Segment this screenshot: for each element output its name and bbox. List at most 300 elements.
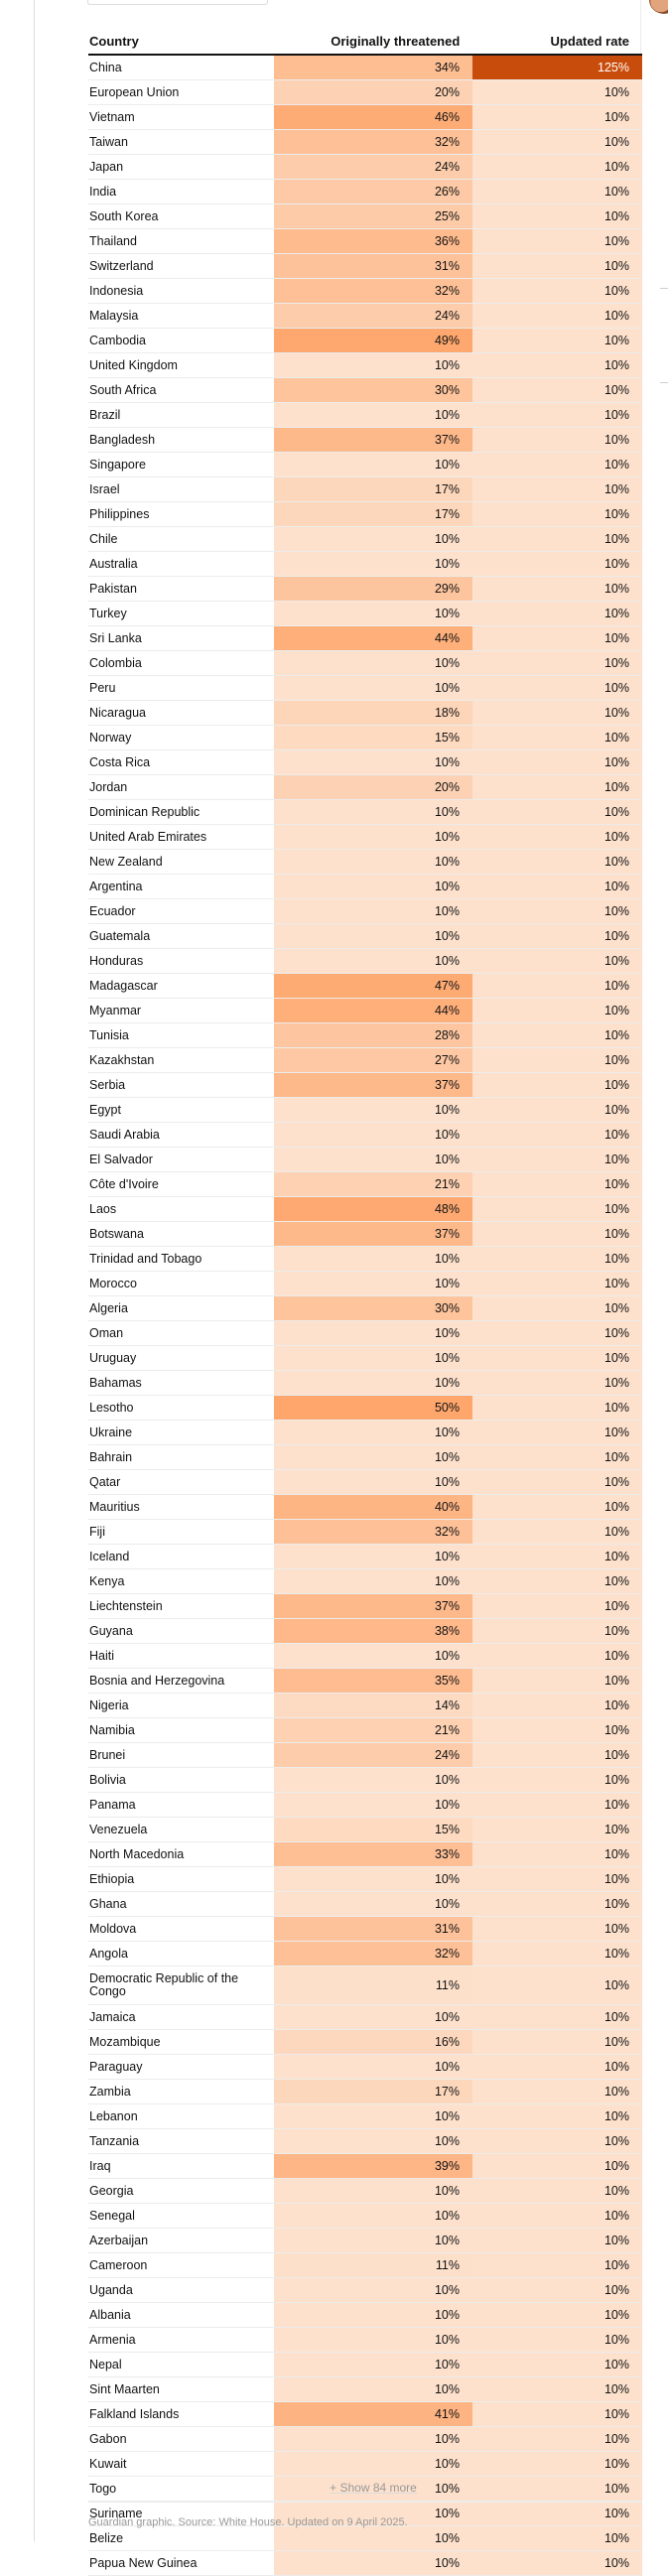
- updated-rate-cell: 125%: [472, 56, 642, 79]
- table-row: [88, 1942, 642, 1966]
- country-cell: Egypt: [89, 1102, 121, 1117]
- updated-rate-cell: 10%: [472, 1396, 642, 1420]
- original-rate-cell: 32%: [274, 1520, 472, 1544]
- original-rate-cell: 15%: [274, 726, 472, 749]
- original-rate-cell: 10%: [274, 825, 472, 849]
- country-cell: Democratic Republic of the Congo: [89, 1971, 239, 1998]
- country-cell: Myanmar: [89, 1003, 142, 1017]
- country-cell: United Kingdom: [89, 357, 178, 372]
- updated-rate-cell: 10%: [472, 477, 642, 501]
- table-row: [88, 2005, 642, 2030]
- updated-rate-cell: 10%: [472, 1768, 642, 1792]
- original-rate-cell: 38%: [274, 1619, 472, 1643]
- original-rate-cell: 33%: [274, 1842, 472, 1866]
- updated-rate-cell: 10%: [472, 1917, 642, 1941]
- updated-rate-cell: 10%: [472, 2129, 642, 2153]
- table-row: [88, 1842, 642, 1867]
- original-rate-cell: 10%: [274, 1867, 472, 1891]
- country-cell: North Macedonia: [89, 1846, 185, 1861]
- country-cell: Algeria: [89, 1300, 128, 1315]
- country-cell: South Korea: [89, 208, 159, 223]
- updated-rate-cell: 10%: [472, 1793, 642, 1817]
- updated-rate-cell: 10%: [472, 651, 642, 675]
- updated-rate-cell: 10%: [472, 1123, 642, 1147]
- country-cell: Falkland Islands: [89, 2406, 180, 2421]
- original-rate-cell: 10%: [274, 750, 472, 774]
- table-row: [88, 1917, 642, 1942]
- table-row: [88, 2104, 642, 2129]
- country-cell: Dominican Republic: [89, 804, 200, 819]
- table-row: [88, 1296, 642, 1321]
- column-header-updated[interactable]: Updated rate: [550, 33, 630, 49]
- original-rate-cell: 10%: [274, 1346, 472, 1370]
- updated-rate-cell: 10%: [472, 2055, 642, 2079]
- country-cell: Turkey: [89, 606, 127, 620]
- updated-rate-cell: 10%: [472, 1247, 642, 1271]
- original-rate-cell: 32%: [274, 1942, 472, 1966]
- table-row: [88, 1966, 642, 2005]
- country-cell: Brazil: [89, 407, 121, 422]
- original-rate-cell: 40%: [274, 1495, 472, 1519]
- original-rate-cell: 29%: [274, 577, 472, 601]
- country-cell: Bahamas: [89, 1375, 142, 1390]
- table-row: [88, 428, 642, 453]
- updated-rate-cell: 10%: [472, 2080, 642, 2103]
- country-cell: Angola: [89, 1946, 128, 1961]
- table-row: [88, 1793, 642, 1818]
- country-cell: Vietnam: [89, 109, 135, 124]
- updated-rate-cell: 10%: [472, 2179, 642, 2203]
- original-rate-cell: 10%: [274, 453, 472, 476]
- country-cell: Iraq: [89, 2158, 111, 2173]
- table-row: [88, 1123, 642, 1148]
- country-cell: Morocco: [89, 1276, 137, 1290]
- table-row: [88, 2154, 642, 2179]
- country-cell: Nicaragua: [89, 705, 146, 720]
- avatar: [649, 0, 668, 14]
- country-cell: Guatemala: [89, 928, 151, 943]
- original-rate-cell: 10%: [274, 651, 472, 675]
- original-rate-cell: 41%: [274, 2402, 472, 2426]
- country-cell: Namibia: [89, 1722, 135, 1737]
- original-rate-cell: 31%: [274, 1917, 472, 1941]
- original-rate-cell: 10%: [274, 2179, 472, 2203]
- original-rate-cell: 16%: [274, 2030, 472, 2054]
- original-rate-cell: 20%: [274, 80, 472, 104]
- updated-rate-cell: 10%: [472, 1669, 642, 1693]
- source-note: Guardian graphic. Source: White House. Updated on 9 April 2025.: [88, 2516, 408, 2528]
- updated-rate-cell: 10%: [472, 552, 642, 576]
- table-row: [88, 1594, 642, 1619]
- column-header-original[interactable]: Originally threatened: [331, 33, 461, 49]
- original-rate-cell: 11%: [274, 1966, 472, 2004]
- updated-rate-cell: 10%: [472, 353, 642, 377]
- country-cell: Senegal: [89, 2208, 135, 2223]
- original-rate-cell: 24%: [274, 155, 472, 179]
- country-cell: Taiwan: [89, 134, 128, 149]
- updated-rate-cell: 10%: [472, 2303, 642, 2327]
- country-cell: Ecuador: [89, 903, 136, 918]
- updated-rate-cell: 10%: [472, 1818, 642, 1841]
- table-row: [88, 1197, 642, 1222]
- table-row: [88, 1421, 642, 1445]
- original-rate-cell: 10%: [274, 1545, 472, 1568]
- original-rate-cell: 10%: [274, 1892, 472, 1916]
- table-row: [88, 80, 642, 105]
- updated-rate-cell: 10%: [472, 602, 642, 625]
- original-rate-cell: 28%: [274, 1023, 472, 1047]
- original-rate-cell: 37%: [274, 428, 472, 452]
- updated-rate-cell: 10%: [472, 750, 642, 774]
- table-row: [88, 502, 642, 527]
- updated-rate-cell: 10%: [472, 1694, 642, 1717]
- table-row: [88, 1247, 642, 1272]
- updated-rate-cell: 10%: [472, 2353, 642, 2376]
- table-row: [88, 2353, 642, 2377]
- original-rate-cell: 17%: [274, 477, 472, 501]
- original-rate-cell: 48%: [274, 1197, 472, 1221]
- country-cell: Côte d'Ivoire: [89, 1176, 159, 1191]
- updated-rate-cell: 10%: [472, 1048, 642, 1072]
- updated-rate-cell: 10%: [472, 2104, 642, 2128]
- updated-rate-cell: 10%: [472, 1148, 642, 1171]
- country-cell: Ukraine: [89, 1424, 133, 1439]
- original-rate-cell: 10%: [274, 2502, 472, 2525]
- original-rate-cell: 10%: [274, 1445, 472, 1469]
- updated-rate-cell: 10%: [472, 1172, 642, 1196]
- updated-rate-cell: 10%: [472, 80, 642, 104]
- table-row: [88, 130, 642, 155]
- country-cell: Tanzania: [89, 2133, 140, 2148]
- table-row: [88, 2278, 642, 2303]
- country-cell: Pakistan: [89, 581, 137, 596]
- original-rate-cell: 10%: [274, 1247, 472, 1271]
- table-row: [88, 1694, 642, 1718]
- table-row: [88, 2402, 642, 2427]
- country-cell: Georgia: [89, 2183, 134, 2198]
- table-row: [88, 378, 642, 403]
- updated-rate-cell: 10%: [472, 974, 642, 998]
- original-rate-cell: 36%: [274, 229, 472, 253]
- country-cell: Singapore: [89, 457, 146, 472]
- original-rate-cell: 10%: [274, 875, 472, 898]
- table-row: [88, 1768, 642, 1793]
- original-rate-cell: 10%: [274, 1098, 472, 1122]
- country-cell: Suriname: [89, 2506, 143, 2520]
- table-row: [88, 651, 642, 676]
- country-cell: Thailand: [89, 233, 137, 248]
- original-rate-cell: 14%: [274, 1694, 472, 1717]
- column-header-country[interactable]: Country: [89, 33, 139, 49]
- updated-rate-cell: 10%: [472, 2551, 642, 2575]
- original-rate-cell: 32%: [274, 279, 472, 303]
- original-rate-cell: 10%: [274, 527, 472, 551]
- updated-rate-cell: 10%: [472, 875, 642, 898]
- table-row: [88, 1321, 642, 1346]
- country-cell: Jamaica: [89, 2009, 136, 2024]
- table-row: [88, 2080, 642, 2104]
- updated-rate-cell: 10%: [472, 403, 642, 427]
- table-row: [88, 279, 642, 304]
- updated-rate-cell: 10%: [472, 1520, 642, 1544]
- table-row: [88, 477, 642, 502]
- original-rate-cell: 20%: [274, 775, 472, 799]
- table-row: [88, 1023, 642, 1048]
- country-cell: Colombia: [89, 655, 142, 670]
- original-rate-cell: 10%: [274, 1768, 472, 1792]
- country-cell: Mozambique: [89, 2034, 161, 2049]
- table-row: [88, 1371, 642, 1396]
- country-cell: Guyana: [89, 1623, 133, 1638]
- original-rate-cell: 10%: [274, 1421, 472, 1444]
- updated-rate-cell: 10%: [472, 949, 642, 973]
- country-cell: Kazakhstan: [89, 1052, 155, 1067]
- table-row: [88, 1272, 642, 1296]
- updated-rate-cell: 10%: [472, 1867, 642, 1891]
- show-more: [274, 2481, 472, 2495]
- updated-rate-cell: 10%: [472, 1842, 642, 1866]
- original-rate-cell: 10%: [274, 602, 472, 625]
- table-row: [88, 1569, 642, 1594]
- country-cell: Kuwait: [89, 2456, 127, 2471]
- country-cell: Australia: [89, 556, 138, 571]
- country-cell: Panama: [89, 1797, 136, 1812]
- table-row: [88, 1172, 642, 1197]
- table-row: [88, 2377, 642, 2402]
- tariff-table: [88, 28, 642, 2576]
- country-cell: Costa Rica: [89, 754, 151, 769]
- country-cell: Madagascar: [89, 978, 158, 993]
- updated-rate-cell: 10%: [472, 825, 642, 849]
- original-rate-cell: 10%: [274, 800, 472, 824]
- country-cell: Lesotho: [89, 1400, 134, 1415]
- country-cell: Venezuela: [89, 1822, 148, 1836]
- footer-divider: [88, 2502, 642, 2503]
- updated-rate-cell: 10%: [472, 1470, 642, 1494]
- country-cell: Tunisia: [89, 1027, 129, 1042]
- table-row: [88, 750, 642, 775]
- show-more-button[interactable]: + Show 84 more: [330, 2481, 417, 2495]
- table-row: [88, 1743, 642, 1768]
- table-row: [88, 229, 642, 254]
- updated-rate-cell: 10%: [472, 2526, 642, 2550]
- country-cell: Albania: [89, 2307, 131, 2322]
- original-rate-cell: 37%: [274, 1073, 472, 1097]
- table-row: [88, 949, 642, 974]
- table-body: [88, 56, 642, 2576]
- table-row: [88, 329, 642, 353]
- table-row: [88, 180, 642, 204]
- table-row: [88, 353, 642, 378]
- country-cell: Ghana: [89, 1896, 127, 1911]
- original-rate-cell: 10%: [274, 1793, 472, 1817]
- table-row: [88, 1669, 642, 1694]
- country-cell: Botswana: [89, 1226, 144, 1241]
- updated-rate-cell: 10%: [472, 304, 642, 328]
- table-row: [88, 850, 642, 875]
- table-row: [88, 1098, 642, 1123]
- updated-rate-cell: 10%: [472, 329, 642, 352]
- updated-rate-cell: 10%: [472, 1619, 642, 1643]
- original-rate-cell: 10%: [274, 1123, 472, 1147]
- updated-rate-cell: 10%: [472, 1942, 642, 1966]
- table-row: [88, 1048, 642, 1073]
- country-cell: Lebanon: [89, 2108, 138, 2123]
- country-cell: Serbia: [89, 1077, 126, 1092]
- search-input[interactable]: [87, 0, 268, 5]
- updated-rate-cell: 10%: [472, 1421, 642, 1444]
- original-rate-cell: 10%: [274, 1272, 472, 1295]
- table-row: [88, 304, 642, 329]
- table-row: [88, 701, 642, 726]
- left-divider: [34, 0, 35, 2541]
- country-cell: Mauritius: [89, 1499, 140, 1514]
- table-row: [88, 453, 642, 477]
- country-cell: Trinidad and Tobago: [89, 1251, 202, 1266]
- country-cell: Armenia: [89, 2332, 136, 2347]
- updated-rate-cell: 10%: [472, 2005, 642, 2029]
- updated-rate-cell: 10%: [472, 1445, 642, 1469]
- updated-rate-cell: 10%: [472, 130, 642, 154]
- country-cell: Liechtenstein: [89, 1598, 163, 1613]
- country-cell: Kenya: [89, 1573, 125, 1588]
- original-rate-cell: 32%: [274, 130, 472, 154]
- original-rate-cell: 44%: [274, 999, 472, 1022]
- updated-rate-cell: 10%: [472, 2452, 642, 2476]
- table-row: [88, 2204, 642, 2229]
- original-rate-cell: 24%: [274, 1743, 472, 1767]
- original-rate-cell: 37%: [274, 1594, 472, 1618]
- country-cell: Laos: [89, 1201, 117, 1216]
- country-cell: Norway: [89, 730, 132, 745]
- table-row: [88, 2526, 642, 2551]
- country-cell: India: [89, 184, 117, 199]
- table-row: [88, 924, 642, 949]
- table-row: [88, 999, 642, 1023]
- updated-rate-cell: 10%: [472, 1495, 642, 1519]
- original-rate-cell: 10%: [274, 2204, 472, 2228]
- country-cell: Sint Maarten: [89, 2381, 160, 2396]
- table-row: [88, 56, 642, 80]
- table-row: [88, 527, 642, 552]
- original-rate-cell: 21%: [274, 1172, 472, 1196]
- country-cell: New Zealand: [89, 854, 163, 869]
- updated-rate-cell: 10%: [472, 1321, 642, 1345]
- original-rate-cell: 10%: [274, 2452, 472, 2476]
- country-cell: Nigeria: [89, 1697, 129, 1712]
- country-cell: Cameroon: [89, 2257, 148, 2272]
- country-cell: Nepal: [89, 2357, 122, 2372]
- caret-icon: [94, 0, 98, 1]
- updated-rate-cell: 10%: [472, 850, 642, 874]
- updated-rate-cell: 10%: [472, 1569, 642, 1593]
- country-cell: South Africa: [89, 382, 157, 397]
- table-row: [88, 626, 642, 651]
- table-row: [88, 1470, 642, 1495]
- country-cell: Brunei: [89, 1747, 126, 1762]
- updated-rate-cell: 10%: [472, 1272, 642, 1295]
- country-cell: Oman: [89, 1325, 124, 1340]
- updated-rate-cell: 10%: [472, 924, 642, 948]
- original-rate-cell: 10%: [274, 552, 472, 576]
- country-cell: Qatar: [89, 1474, 121, 1489]
- table-row: [88, 974, 642, 999]
- table-row: [88, 726, 642, 750]
- table-row: [88, 105, 642, 130]
- original-rate-cell: 30%: [274, 378, 472, 402]
- table-row: [88, 800, 642, 825]
- original-rate-cell: 37%: [274, 1222, 472, 1246]
- original-rate-cell: 10%: [274, 2104, 472, 2128]
- original-rate-cell: 10%: [274, 2303, 472, 2327]
- country-cell: Switzerland: [89, 258, 154, 273]
- updated-rate-cell: 10%: [472, 2229, 642, 2252]
- original-rate-cell: 15%: [274, 1818, 472, 1841]
- updated-rate-cell: 10%: [472, 800, 642, 824]
- updated-rate-cell: 10%: [472, 2278, 642, 2302]
- original-rate-cell: 10%: [274, 353, 472, 377]
- original-rate-cell: 10%: [274, 899, 472, 923]
- updated-rate-cell: 10%: [472, 279, 642, 303]
- original-rate-cell: 10%: [274, 2229, 472, 2252]
- table-row: [88, 1545, 642, 1569]
- table-row: [88, 2253, 642, 2278]
- country-cell: Uganda: [89, 2282, 133, 2297]
- table-row: [88, 1396, 642, 1421]
- table-row: [88, 155, 642, 180]
- updated-rate-cell: 10%: [472, 899, 642, 923]
- country-cell: Bosnia and Herzegovina: [89, 1673, 225, 1688]
- original-rate-cell: 10%: [274, 2551, 472, 2575]
- original-rate-cell: 34%: [274, 56, 472, 79]
- original-rate-cell: 17%: [274, 2080, 472, 2103]
- table-row: [88, 899, 642, 924]
- table-row: [88, 1619, 642, 1644]
- country-cell: Saudi Arabia: [89, 1127, 160, 1142]
- country-cell: Iceland: [89, 1549, 130, 1563]
- country-cell: Indonesia: [89, 283, 144, 298]
- original-rate-cell: 10%: [274, 2526, 472, 2550]
- original-rate-cell: 10%: [274, 676, 472, 700]
- table-row: [88, 775, 642, 800]
- country-cell: Ethiopia: [89, 1871, 135, 1886]
- country-cell: Philippines: [89, 506, 150, 521]
- original-rate-cell: 24%: [274, 304, 472, 328]
- original-rate-cell: 10%: [274, 1148, 472, 1171]
- updated-rate-cell: 10%: [472, 1594, 642, 1618]
- original-rate-cell: 10%: [274, 403, 472, 427]
- country-cell: Fiji: [89, 1524, 105, 1539]
- country-cell: Togo: [89, 2481, 117, 2496]
- original-rate-cell: 10%: [274, 850, 472, 874]
- updated-rate-cell: 10%: [472, 626, 642, 650]
- updated-rate-cell: 10%: [472, 1545, 642, 1568]
- updated-rate-cell: 10%: [472, 1296, 642, 1320]
- country-cell: Gabon: [89, 2431, 127, 2446]
- original-rate-cell: 10%: [274, 2477, 472, 2501]
- country-cell: Azerbaijan: [89, 2233, 149, 2247]
- country-cell: Bangladesh: [89, 432, 156, 447]
- table-row: [88, 1346, 642, 1371]
- updated-rate-cell: 10%: [472, 1098, 642, 1122]
- original-rate-cell: 50%: [274, 1396, 472, 1420]
- original-rate-cell: 46%: [274, 105, 472, 129]
- updated-rate-cell: 10%: [472, 1023, 642, 1047]
- table-row: [88, 2055, 642, 2080]
- country-cell: Honduras: [89, 953, 144, 968]
- country-cell: Sri Lanka: [89, 630, 142, 645]
- country-cell: European Union: [89, 84, 180, 99]
